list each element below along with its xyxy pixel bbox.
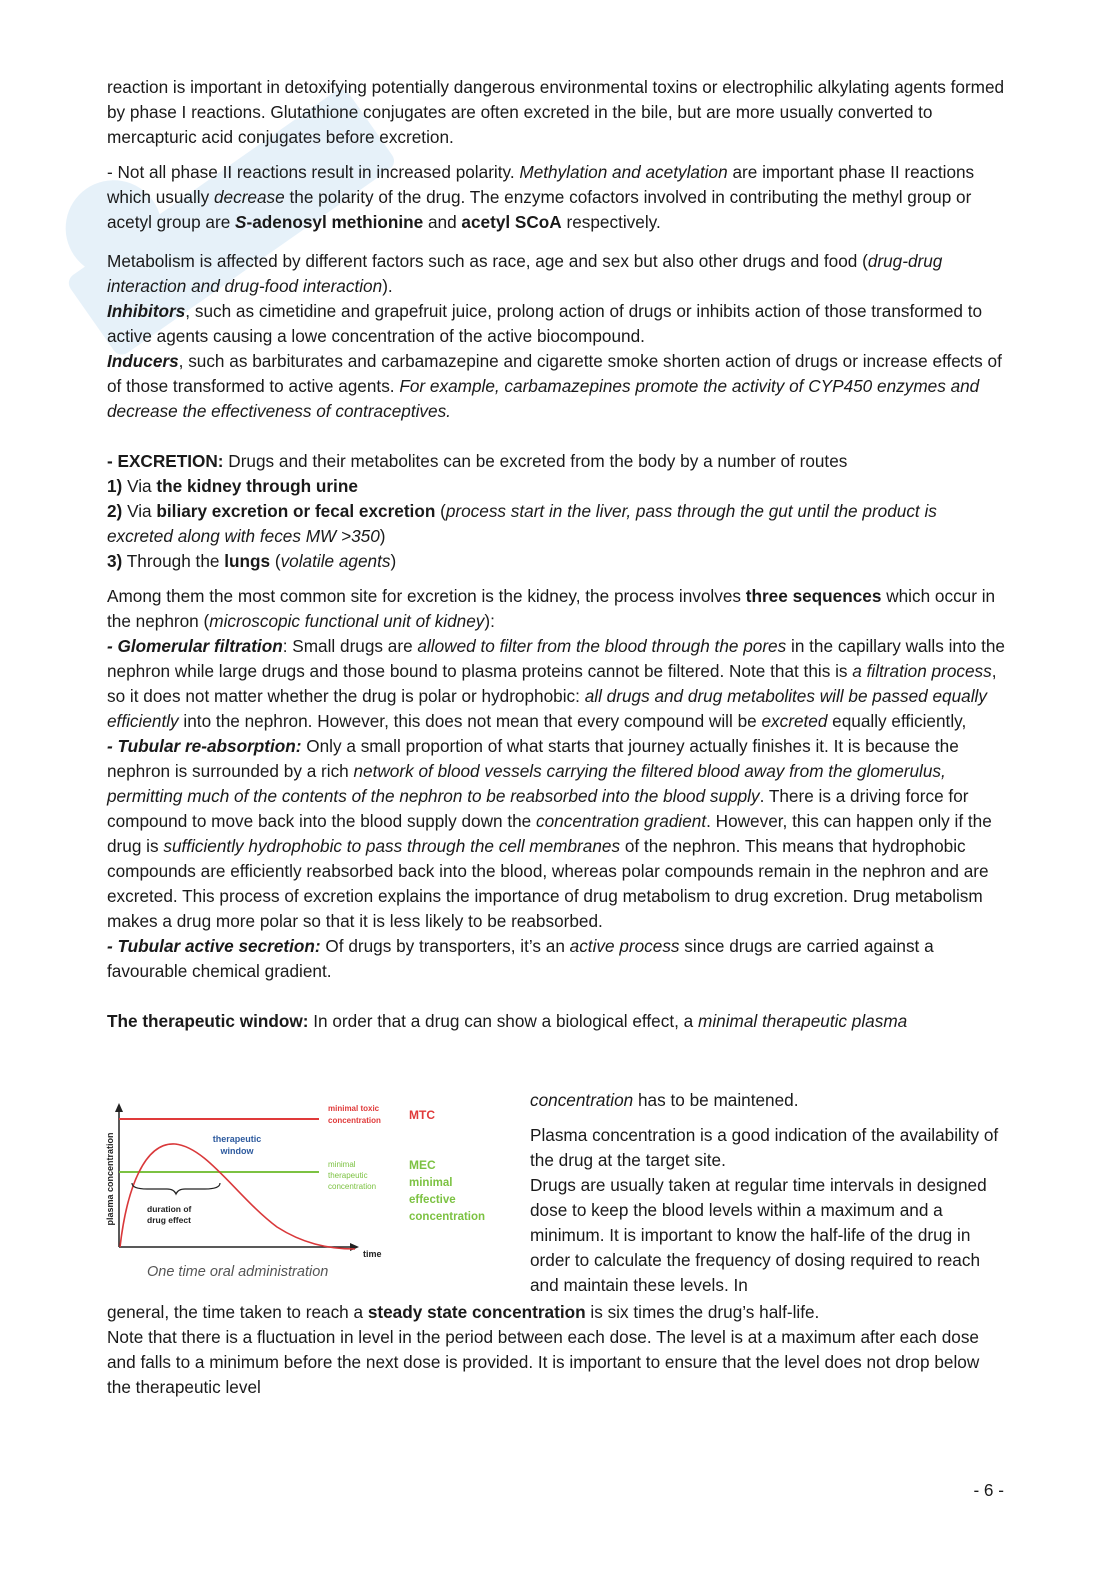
duration-label: duration of <box>147 1204 192 1214</box>
text-run: excreted <box>761 711 828 731</box>
text-run: volatile agents <box>280 551 391 571</box>
paragraph-wrap-dosing <box>530 1173 1000 1298</box>
mtc-abbr: MTC <box>409 1108 435 1122</box>
text-run: drug-drug interaction and drug-food interaction <box>107 251 943 296</box>
text-run: into the nephron. However, this does not mean that every compound will be <box>178 711 762 731</box>
text-run: general, the time taken to reach a <box>107 1302 368 1322</box>
text-run: : Small drugs are <box>282 636 418 656</box>
text-run: 2) <box>107 501 123 521</box>
text-run: are important phase II reactions which usually <box>107 162 975 207</box>
text-run: Note that there is a fluctuation in level in the period between each dose. The level is at a maximum after each dose and falls to a minimum before the next dose is provided. It is important to ensure that the level does not drop below the therapeutic level <box>107 1327 980 1397</box>
text-run: For example, carbamazepines promote the activity of CYP450 enzymes and decrease the effectiveness of contraceptives. <box>107 376 980 421</box>
therapeutic-window-label: window <box>220 1146 254 1156</box>
text-run: concentration gradient <box>536 811 707 831</box>
text-run: three sequences <box>745 586 882 606</box>
duration-label: drug effect <box>147 1215 191 1225</box>
text-run: Inducers <box>107 351 179 371</box>
text-run: ): <box>484 611 495 631</box>
text-run: - Glomerular filtration <box>107 636 283 656</box>
list-item-lungs <box>107 549 1007 574</box>
duration-brace-icon <box>132 1183 220 1194</box>
text-run: -adenosyl methionine <box>246 212 424 232</box>
text-run: ) <box>379 526 386 546</box>
list-item-biliary <box>107 499 1007 549</box>
paragraph-wrap-concentration <box>530 1088 1000 1113</box>
text-run: allowed to filter from the blood through the pores <box>417 636 787 656</box>
mec-long-label: concentration <box>409 1211 486 1223</box>
text-run: 3) <box>107 551 123 571</box>
text-run: - Not all phase II reactions result in increased polarity. <box>107 162 520 182</box>
paragraph-wrap-plasma <box>530 1123 1000 1173</box>
mec-long-label: minimal <box>409 1177 453 1189</box>
y-axis-label: plasma concentration <box>105 1132 115 1226</box>
text-run: since drugs are carried against a favourable chemical gradient. <box>107 936 934 981</box>
text-run: Drugs and their metabolites can be excreted from the body by a number of routes <box>223 451 848 471</box>
text-run: , such as barbiturates and carbamazepine and cigarette smoke shorten action of drugs or increase effects of of those transformed to active agents. <box>107 351 1002 396</box>
text-run: - EXCRETION: <box>107 451 224 471</box>
paragraph-inducers <box>107 349 1007 424</box>
text-run: a filtration process <box>852 661 992 681</box>
text-run: Of drugs by transporters, it’s an <box>320 936 570 956</box>
concentration-curve <box>120 1144 355 1249</box>
text-run: Through the <box>122 551 225 571</box>
text-run: microscopic functional unit of kidney <box>209 611 485 631</box>
text-run: S <box>235 212 247 232</box>
text-run: reaction is important in detoxifying potentially dangerous environmental toxins or electrophilic alkylating agents formed by phase I reactions. Glutathione conjugates are often excreted in the bile, but are more usually converted to mercapturic acid conjugates before excretion. <box>107 77 1005 147</box>
text-run: Plasma concentration is a good indication of the availability of the drug at the target site. <box>530 1125 999 1170</box>
text-run: all drugs and drug metabolites will be passed equally efficiently <box>107 686 987 731</box>
text-run: and <box>423 212 462 232</box>
mec-long-label: effective <box>409 1194 456 1206</box>
text-run: the kidney through urine <box>156 476 358 496</box>
text-run: - Tubular active secretion: <box>107 936 321 956</box>
text-run: biliary excretion or fecal excretion <box>156 501 436 521</box>
list-item-kidney <box>107 474 1007 499</box>
text-run: active process <box>569 936 680 956</box>
text-run: Only a small proportion of what starts that journey actually finishes it. It is because the nephron is surrounded by a rich <box>107 736 959 781</box>
mec-label-small: therapeutic <box>328 1171 368 1180</box>
text-run: ). <box>382 276 393 296</box>
paragraph-therapeutic-window <box>107 1009 1007 1034</box>
therapeutic-window-figure <box>107 1097 507 1292</box>
text-run: concentration <box>530 1090 634 1110</box>
post-figure-text <box>107 1300 1007 1400</box>
text-run: the polarity of the drug. The enzyme cofactors involved in contributing the methyl group or acetyl group are <box>107 187 972 232</box>
paragraph-excretion <box>107 449 1007 474</box>
figure-side-text <box>530 1088 1000 1298</box>
x-axis-label: time <box>363 1249 382 1259</box>
text-run: In order that a drug can show a biological effect, a <box>308 1011 698 1031</box>
text-run: which occur in the nephron ( <box>107 586 996 631</box>
therapeutic-window-label: therapeutic <box>212 1134 262 1144</box>
text-run: ) <box>390 551 397 571</box>
text-run: steady state concentration <box>367 1302 586 1322</box>
text-run: The therapeutic window: <box>107 1011 309 1031</box>
paragraph-kidney-sequences <box>107 584 1007 634</box>
text-run: Methylation and acetylation <box>519 162 728 182</box>
text-run: 1) <box>107 476 123 496</box>
text-run: Inhibitors <box>107 301 186 321</box>
text-run: Among them the most common site for excretion is the kidney, the process involves <box>107 586 746 606</box>
therapeutic-window-diagram <box>107 1097 507 1267</box>
text-run: lungs <box>224 551 271 571</box>
paragraph-inhibitors <box>107 299 1007 349</box>
text-run: - Tubular re-absorption: <box>107 736 302 756</box>
text-run: , such as cimetidine and grapefruit juice, prolong action of drugs or inhibits action of those transformed to active agents causing a lowe concentration of the active biocompound. <box>107 301 983 346</box>
text-run: process start in the liver, pass through the gut until the product is excreted along with feces MW >350 <box>107 501 937 546</box>
paragraph-glutathione <box>107 75 1007 150</box>
text-run: in the capillary walls into the nephron while large drugs and those bound to plasma proteins cannot be filtered. Note that this is <box>107 636 1005 681</box>
paragraph-metabolism-factors <box>107 249 1007 299</box>
text-run: respectively. <box>561 212 661 232</box>
text-run: of the nephron. This means that hydrophobic compounds are efficiently reabsorbed back into the blood, whereas polar compounds remain in the nephron and are excreted. This process of excretion explains the importance of drug metabolism to drug excretion. Drug metabolism makes a drug more polar so that it is less likely to be reabsorbed. <box>107 836 989 931</box>
page-number: - 6 - <box>973 1480 1004 1500</box>
paragraph-fluctuation <box>107 1325 1007 1400</box>
text-run: , so it does not matter whether the drug is polar or hydrophobic: <box>107 661 997 706</box>
paragraph-tubular-secretion <box>107 934 1007 984</box>
text-run: acetyl SCoA <box>461 212 562 232</box>
mtc-label-small: concentration <box>328 1116 381 1125</box>
text-run: network of blood vessels carrying the filtered blood away from the glomerulus, permitting much of the contents of the nephron to be reabsorbed into the blood supply <box>107 761 946 806</box>
y-axis-arrow-icon <box>115 1103 123 1112</box>
text-run: equally efficiently, <box>827 711 967 731</box>
text-run: Drugs are usually taken at regular time intervals in designed dose to keep the blood levels within a maximum and a minimum. It is important to know the half-life of the drug in order to calculate the frequency of dosing required to reach and maintain these levels. In <box>530 1175 987 1295</box>
text-run: Metabolism is affected by different factors such as race, age and sex but also other drugs and food ( <box>107 251 868 271</box>
mtc-label-small: minimal toxic <box>328 1104 380 1113</box>
body-text <box>107 75 1007 1034</box>
x-axis-arrow-icon <box>350 1243 359 1251</box>
text-run: sufficiently hydrophobic to pass through the cell membranes <box>163 836 621 856</box>
figure-caption: One time oral administration <box>147 1264 329 1280</box>
text-run: Via <box>122 476 157 496</box>
paragraph-tubular-reabsorption <box>107 734 1007 934</box>
paragraph-phase-ii <box>107 160 1007 235</box>
text-run: ( <box>435 501 446 521</box>
text-run: . However, this can happen only if the drug is <box>107 811 992 856</box>
paragraph-glomerular-filtration <box>107 634 1007 734</box>
text-run: decrease <box>214 187 285 207</box>
mec-abbr: MEC <box>409 1158 436 1172</box>
text-run: is six times the drug’s half-life. <box>585 1302 820 1322</box>
paragraph-steady-state <box>107 1300 1007 1325</box>
text-run: minimal therapeutic plasma <box>698 1011 908 1031</box>
mec-label-small: concentration <box>328 1182 377 1191</box>
text-run: Via <box>122 501 157 521</box>
text-run: has to be maintened. <box>633 1090 799 1110</box>
text-run: ( <box>270 551 281 571</box>
mec-label-small: minimal <box>328 1160 356 1169</box>
text-run: . There is a driving force for compound to move back into the blood supply down the <box>107 786 969 831</box>
